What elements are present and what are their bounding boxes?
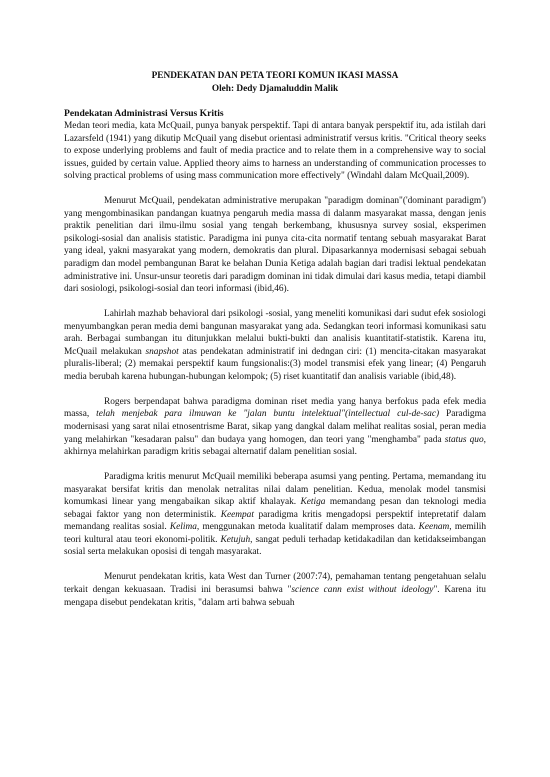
paragraph-3-italic: snapshot	[145, 346, 179, 357]
paragraph-5-italic-1: Ketiga	[300, 497, 326, 508]
document-author: Oleh: Dedy Djamaluddin Malik	[211, 84, 339, 94]
paragraph-6-text-b: ". Karena itu mengapa disebut pendekatan kritis, "dalam arti bahwa sebuah	[64, 585, 486, 608]
document-title: PENDEKATAN DAN PETA TEORI KOMUN IKASI MASSA	[151, 71, 399, 81]
paragraph-5-italic-5: Ketujuh	[220, 534, 251, 545]
paragraph-5-text-a: Paradigma kritis menurut McQuail memiliki beberapa asumsi yang penting. Pertama, memandang itu masyarakat bersifat kritis dan menolak netralitas nilai dalam penelitian. Kedua, menolak model tansmisi komumkasi linear yang mengabaikan sikap aktif khalayak.	[64, 472, 486, 508]
paragraph-5-italic-4: Keenam	[418, 522, 450, 533]
paragraph-1: Medan teori media, kata McQuail, punya banyak perspektif. Tapi di antara banyak perspektif itu, ada istilah dari Lazarsfeld (1941) yang dikutip McQuail yang disebut orientasi administratif versus kritis. "Critical theory seeks to expose underlying problems and fault of media practice and to relate them in a comprehensive way to social issues, guided by certain value. Applied theory aims to harness an understanding of communication processes to solving practical problems of using mass communication more effectively" (Windahl dalam McQuail,2009).	[64, 121, 486, 182]
paragraph-5-text-b: memandang pesan dan teknologi media sebagai faktor yang non deterministik.	[64, 497, 486, 520]
paragraph-4-text-a: Rogers berpendapat bahwa paradigma dominan riset media yang hanya berfokus pada efek media massa,	[64, 396, 486, 420]
paragraph-6	[64, 571, 486, 609]
paragraph-5-text-f: , sangat peduli terhadap ketidakadilan dan ketidakseimbangan sosial serta melakukan oposisi di tengah masyarakat.	[64, 534, 486, 558]
paragraph-5-text-c: paradigma kritis mengadopsi perspektif intepretatif dalam memandang realitas sosial.	[64, 509, 486, 533]
document-page	[64, 70, 486, 609]
paragraph-4	[64, 396, 486, 459]
section-heading: Pendekatan Administrasi Versus Kritis	[64, 108, 224, 119]
paragraph-5-italic-2: Keempat	[220, 509, 254, 520]
paragraph-4-text-c: , akhirnya melahirkan paradigm kritis sebagai alternatif dalam penelitian sosial.	[64, 434, 486, 458]
paragraph-6-text-a: Menurut pendekatan kritis, kata West dan Turner (2007:74), pemahaman tentang pengetahuan selalu terkait dengan kekuasaan. Tradisi ini berasumsi bahwa "	[64, 572, 486, 595]
paragraph-5-text-e: , memilih teori kultural atau teori ekonomi-politik.	[64, 522, 486, 545]
paragraph-3-text-a: Lahirlah mazhab behavioral dari psikologi -sosial, yang meneliti komunikasi dari sudut efek sosiologi menyumbangkan peran media demi bangunan masyarakat yang ada. Sedangkan teori informasi komunikasi satu arah. Berbagai sumbangan itu ditunjukkan melalui bukti-bukti dan analisis kuantitatif-statistik. Karena itu, McQuail melakukan	[64, 309, 486, 357]
paragraph-5-italic-3: Kelima	[169, 522, 197, 533]
paragraph-3	[64, 308, 486, 383]
paragraph-2: Menurut McQuail, pendekatan administrative merupakan "paradigm dominan"('dominant paradigm') yang mengombinasikan pandangan kuatnya pengaruh media massa di dalanm masyarakat massa, dengan jenis praktik penelitian dari ilmu-ilmu sosial yang tengah berkembang, khususnya survey sosial, eksperimen psikologi-sosial dan analisis statistic. Paradigma ini punya cita-cita normatif tentang sebuah masyarakat Barat yang ideal, yakni masyarakat yang modern, demokratis dan plural. Dipasarkannya modernisasi sebagai sebuah paradigm dan model pembangunan Barat ke belahan Dunia Ketiga adalah bagian dari tradisi lektual pendekatan administrative ini. Unsur-unsur teoretis dari paradigm dominan ini tidak dimulai dari kasus media, tetapi diambil dari sosiologi, psikologi-sosial dan teori informasi (ibid,46).	[64, 196, 486, 295]
paragraph-3-text-b: atas pendekatan administratif ini dedngan ciri: (1) mencita-citakan masyarakat pluralis-liberal; (2) memakai perspektif kaum fungsionalis:(3) model transmisi efek yang linear; (4) Pengaruh media berubah karena hubungan-hubungan kelompok; (5) riset kuantitatif dan analisis variable (ibid,48).	[64, 346, 486, 382]
paragraph-5	[64, 471, 486, 559]
paragraph-4-text-b: Paradigma modernisasi yang sarat nilai etnosentrisme Barat, sikap yang dangkal dalam melihat realitas sosial, peran media yang melahirkan "kesadaran palsu" dan budaya yang homogen, dan teori yang "menghamba" pada	[64, 409, 486, 445]
paragraph-6-italic-1: science cann exist without ideology	[291, 585, 434, 595]
paragraph-4-italic-1: telah menjebak para ilmuwan ke "jalan buntu intelektual"(intellectual cul-de-sac)	[96, 409, 440, 420]
paragraph-5-text-d: , menggunakan metoda kualitatif dalam memproses data.	[196, 522, 419, 533]
paragraph-4-italic-2: status quo	[444, 434, 484, 445]
